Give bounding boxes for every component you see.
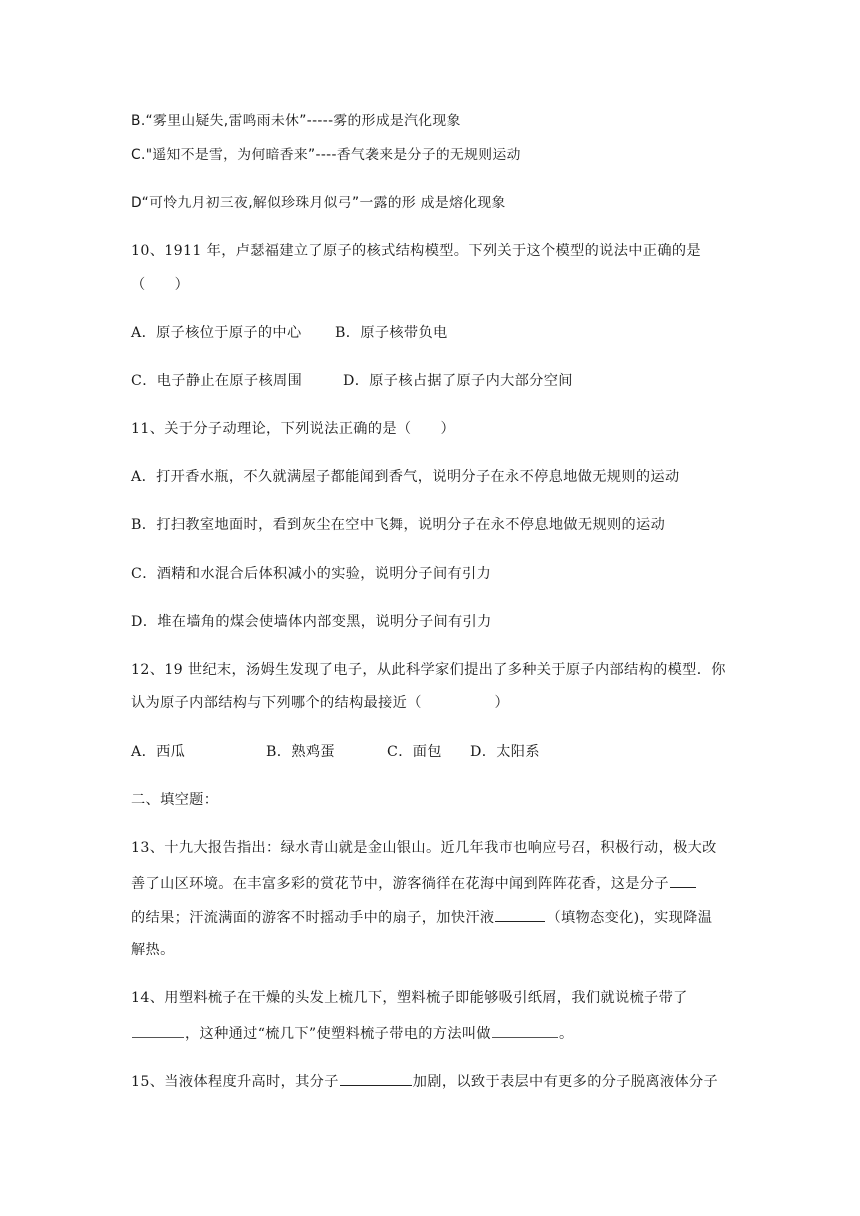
q11-stem: 11、关于分子动理论，下列说法正确的是（ ） bbox=[131, 421, 456, 437]
q11-option-b: B．打扫教室地面时，看到灰尘在空中飞舞，说明分子在永不停息地做无规则的运动 bbox=[131, 517, 666, 533]
q9-option-c: C."遥知不是雪，为何暗香来”----香气袭来是分子的无规则运动 bbox=[131, 147, 521, 163]
q12-stem-line1: 12、19 世纪末，汤姆生发现了电子，从此科学家们提出了多种关于原子内部结构的模型．你 bbox=[131, 662, 726, 678]
q13-line3-text-b: （填物态变化)，实现降温 bbox=[546, 910, 713, 926]
q10-stem-line1: 10、1911 年，卢瑟福建立了原子的核式结构模型。下列关于这个模型的说法中正确的是 bbox=[131, 243, 701, 259]
q15-line1-text-b: 加剧，以致于表层中有更多的分子脱离液体分子 bbox=[412, 1074, 719, 1090]
q12-option-d: D．太阳系 bbox=[470, 744, 540, 760]
q10-option-d: D．原子核占据了原子内大部分空间 bbox=[343, 373, 573, 389]
q13-blank-1 bbox=[670, 873, 696, 888]
q9-option-d: D“可怜九月初三夜,解似珍珠月似弓”一露的形 成是熔化现象 bbox=[131, 195, 506, 211]
section-title-fill-in: 二、填空题： bbox=[131, 792, 219, 808]
q10-option-a: A．原子核位于原子的中心 bbox=[131, 325, 302, 341]
q11-option-d: D．堆在墙角的煤会使墙体内部变黑，说明分子间有引力 bbox=[131, 614, 492, 630]
q15-line1-text-a: 15、当液体程度升高时，其分子 bbox=[131, 1074, 339, 1090]
q12-stem-line2: 认为原子内部结构与下列哪个的结构最接近（ ） bbox=[131, 695, 509, 711]
q10-stem-line2: （ ） bbox=[131, 277, 190, 293]
q14-blank-1 bbox=[132, 1023, 184, 1038]
q13-line2-text: 善了山区环境。在丰富多彩的赏花节中，游客徜徉在花海中闻到阵阵花香，这是分子 bbox=[131, 876, 669, 892]
q13-line1: 13、十九大报告指出：绿水青山就是金山银山。近几年我市也响应号召，积极行动，极大改 bbox=[131, 840, 717, 856]
q12-option-c: C．面包 bbox=[387, 744, 442, 760]
q14-line1: 14、用塑料梳子在干燥的头发上梳几下，塑料梳子即能够吸引纸屑，我们就说梳子带了 bbox=[131, 990, 688, 1006]
q14-blank-2 bbox=[492, 1023, 558, 1038]
q15-blank-1 bbox=[340, 1071, 412, 1086]
q14-line2 bbox=[131, 1023, 574, 1043]
q12-option-a: A．西瓜 bbox=[131, 744, 186, 760]
q11-option-a: A．打开香水瓶，不久就满屋子都能闻到香气，说明分子在永不停息地做无规则的运动 bbox=[131, 469, 680, 485]
q13-blank-2 bbox=[495, 907, 545, 922]
q12-option-b: B．熟鸡蛋 bbox=[266, 744, 335, 760]
q13-line3 bbox=[131, 907, 712, 927]
q15-line1 bbox=[131, 1071, 718, 1091]
q13-line3-text-a: 的结果；汗流满面的游客不时摇动手中的扇子，加快汗液 bbox=[131, 910, 495, 926]
q11-option-c: C．酒精和水混合后体积减小的实验，说明分子间有引力 bbox=[131, 566, 492, 582]
q9-option-b: B.“雾里山疑失,雷鸣雨未休”-----雾的形成是汽化现象 bbox=[131, 113, 461, 129]
q14-line2-text-a: ，这种通过“梳几下”使塑料梳子带电的方法叫做 bbox=[185, 1026, 491, 1042]
q13-line2 bbox=[131, 873, 697, 893]
q10-option-b: B．原子核带负电 bbox=[335, 325, 448, 341]
q14-line2-text-b: 。 bbox=[558, 1026, 574, 1042]
q10-option-c: C．电子静止在原子核周围 bbox=[131, 373, 303, 389]
q13-line4: 解热。 bbox=[131, 942, 175, 958]
